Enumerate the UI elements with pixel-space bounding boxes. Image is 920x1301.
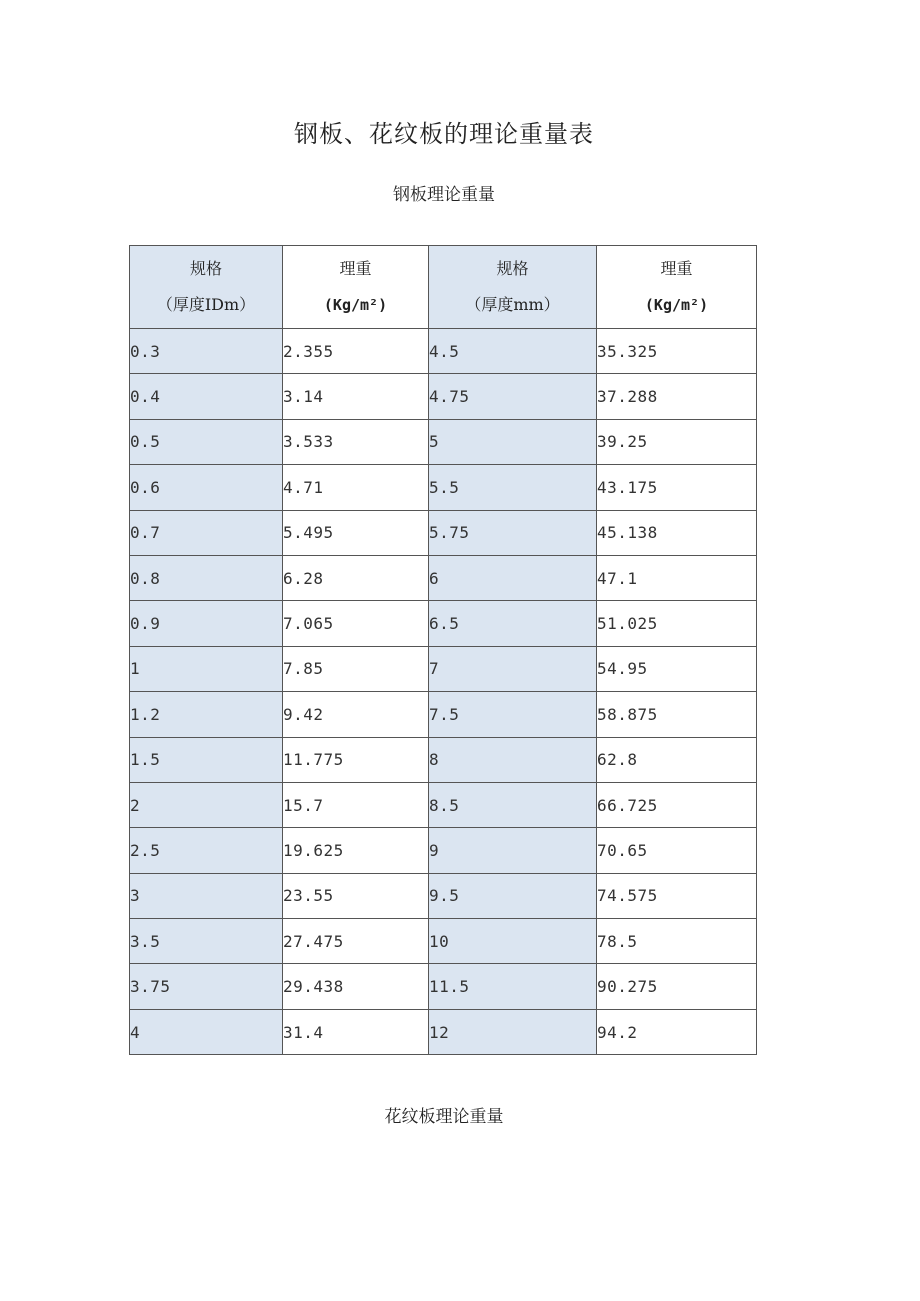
- table-row: [130, 646, 757, 691]
- cell-weight: 3.14: [283, 374, 429, 419]
- cell-weight: 35.325: [597, 329, 757, 374]
- cell-thickness: 1.2: [130, 692, 283, 737]
- cell-thickness: 7: [429, 646, 597, 691]
- cell-thickness: 0.7: [130, 510, 283, 555]
- cell-weight: 23.55: [283, 873, 429, 918]
- cell-thickness: 3.5: [130, 919, 283, 964]
- table-row: [130, 782, 757, 827]
- table-row: [130, 964, 757, 1009]
- table-row: [130, 374, 757, 419]
- header-spec-thickness: [429, 246, 597, 329]
- cell-thickness: 6: [429, 555, 597, 600]
- cell-weight: 37.288: [597, 374, 757, 419]
- cell-weight: 66.725: [597, 782, 757, 827]
- table-row: [130, 828, 757, 873]
- cell-thickness: 5.75: [429, 510, 597, 555]
- table-header-row: [130, 246, 757, 329]
- table-row: [130, 555, 757, 600]
- table-row: [130, 919, 757, 964]
- table-row: [130, 601, 757, 646]
- cell-weight: 15.7: [283, 782, 429, 827]
- cell-thickness: 4: [130, 1009, 283, 1054]
- header-unit: (Kg/m²): [323, 296, 388, 314]
- cell-thickness: 4.75: [429, 374, 597, 419]
- cell-weight: 51.025: [597, 601, 757, 646]
- document-title: 钢板、花纹板的理论重量表: [294, 120, 594, 148]
- cell-thickness: 12: [429, 1009, 597, 1054]
- cell-weight: 7.065: [283, 601, 429, 646]
- cell-weight: 58.875: [597, 692, 757, 737]
- cell-weight: 74.575: [597, 873, 757, 918]
- cell-weight: 19.625: [283, 828, 429, 873]
- cell-weight: 43.175: [597, 465, 757, 510]
- cell-thickness: 9: [429, 828, 597, 873]
- cell-thickness: 2: [130, 782, 283, 827]
- cell-thickness: 1.5: [130, 737, 283, 782]
- cell-weight: 94.2: [597, 1009, 757, 1054]
- cell-weight: 45.138: [597, 510, 757, 555]
- cell-weight: 27.475: [283, 919, 429, 964]
- cell-weight: 29.438: [283, 964, 429, 1009]
- cell-weight: 90.275: [597, 964, 757, 1009]
- cell-thickness: 11.5: [429, 964, 597, 1009]
- section-title-steel-plate: 钢板理论重量: [393, 185, 495, 205]
- cell-thickness: 8: [429, 737, 597, 782]
- cell-weight: 11.775: [283, 737, 429, 782]
- cell-thickness: 5.5: [429, 465, 597, 510]
- steel-plate-weight-table: [129, 245, 757, 1055]
- header-label: 理重: [660, 259, 693, 278]
- cell-thickness: 0.8: [130, 555, 283, 600]
- table-body: [130, 329, 757, 1055]
- header-label: 理重: [339, 259, 372, 278]
- cell-thickness: 3.75: [130, 964, 283, 1009]
- table-row: [130, 1009, 757, 1054]
- table-row: [130, 873, 757, 918]
- cell-weight: 9.42: [283, 692, 429, 737]
- cell-thickness: 0.9: [130, 601, 283, 646]
- cell-weight: 2.355: [283, 329, 429, 374]
- table-row: [130, 465, 757, 510]
- header-theoretical-weight: [283, 246, 429, 329]
- cell-weight: 39.25: [597, 419, 757, 464]
- cell-thickness: 3: [130, 873, 283, 918]
- cell-thickness: 10: [429, 919, 597, 964]
- cell-thickness: 0.5: [130, 419, 283, 464]
- cell-weight: 4.71: [283, 465, 429, 510]
- table-row: [130, 510, 757, 555]
- cell-weight: 6.28: [283, 555, 429, 600]
- cell-thickness: 7.5: [429, 692, 597, 737]
- section-title-checkered-plate: 花纹板理论重量: [384, 1107, 504, 1127]
- cell-weight: 54.95: [597, 646, 757, 691]
- header-sublabel: （厚度IDm）: [156, 295, 256, 314]
- table-row: [130, 419, 757, 464]
- cell-weight: 47.1: [597, 555, 757, 600]
- cell-thickness: 1: [130, 646, 283, 691]
- cell-thickness: 2.5: [130, 828, 283, 873]
- cell-thickness: 0.4: [130, 374, 283, 419]
- header-unit: (Kg/m²): [644, 296, 709, 314]
- header-sublabel: （厚度mm）: [465, 295, 560, 314]
- cell-thickness: 0.3: [130, 329, 283, 374]
- header-spec-thickness: [130, 246, 283, 329]
- header-theoretical-weight: [597, 246, 757, 329]
- header-label: 规格: [496, 259, 529, 278]
- cell-thickness: 9.5: [429, 873, 597, 918]
- cell-weight: 31.4: [283, 1009, 429, 1054]
- table-row: [130, 692, 757, 737]
- cell-thickness: 4.5: [429, 329, 597, 374]
- cell-thickness: 0.6: [130, 465, 283, 510]
- cell-weight: 7.85: [283, 646, 429, 691]
- cell-weight: 5.495: [283, 510, 429, 555]
- table-row: [130, 329, 757, 374]
- cell-thickness: 8.5: [429, 782, 597, 827]
- header-label: 规格: [189, 259, 222, 278]
- cell-weight: 78.5: [597, 919, 757, 964]
- cell-thickness: 6.5: [429, 601, 597, 646]
- table-row: [130, 737, 757, 782]
- cell-weight: 3.533: [283, 419, 429, 464]
- cell-weight: 70.65: [597, 828, 757, 873]
- cell-weight: 62.8: [597, 737, 757, 782]
- cell-thickness: 5: [429, 419, 597, 464]
